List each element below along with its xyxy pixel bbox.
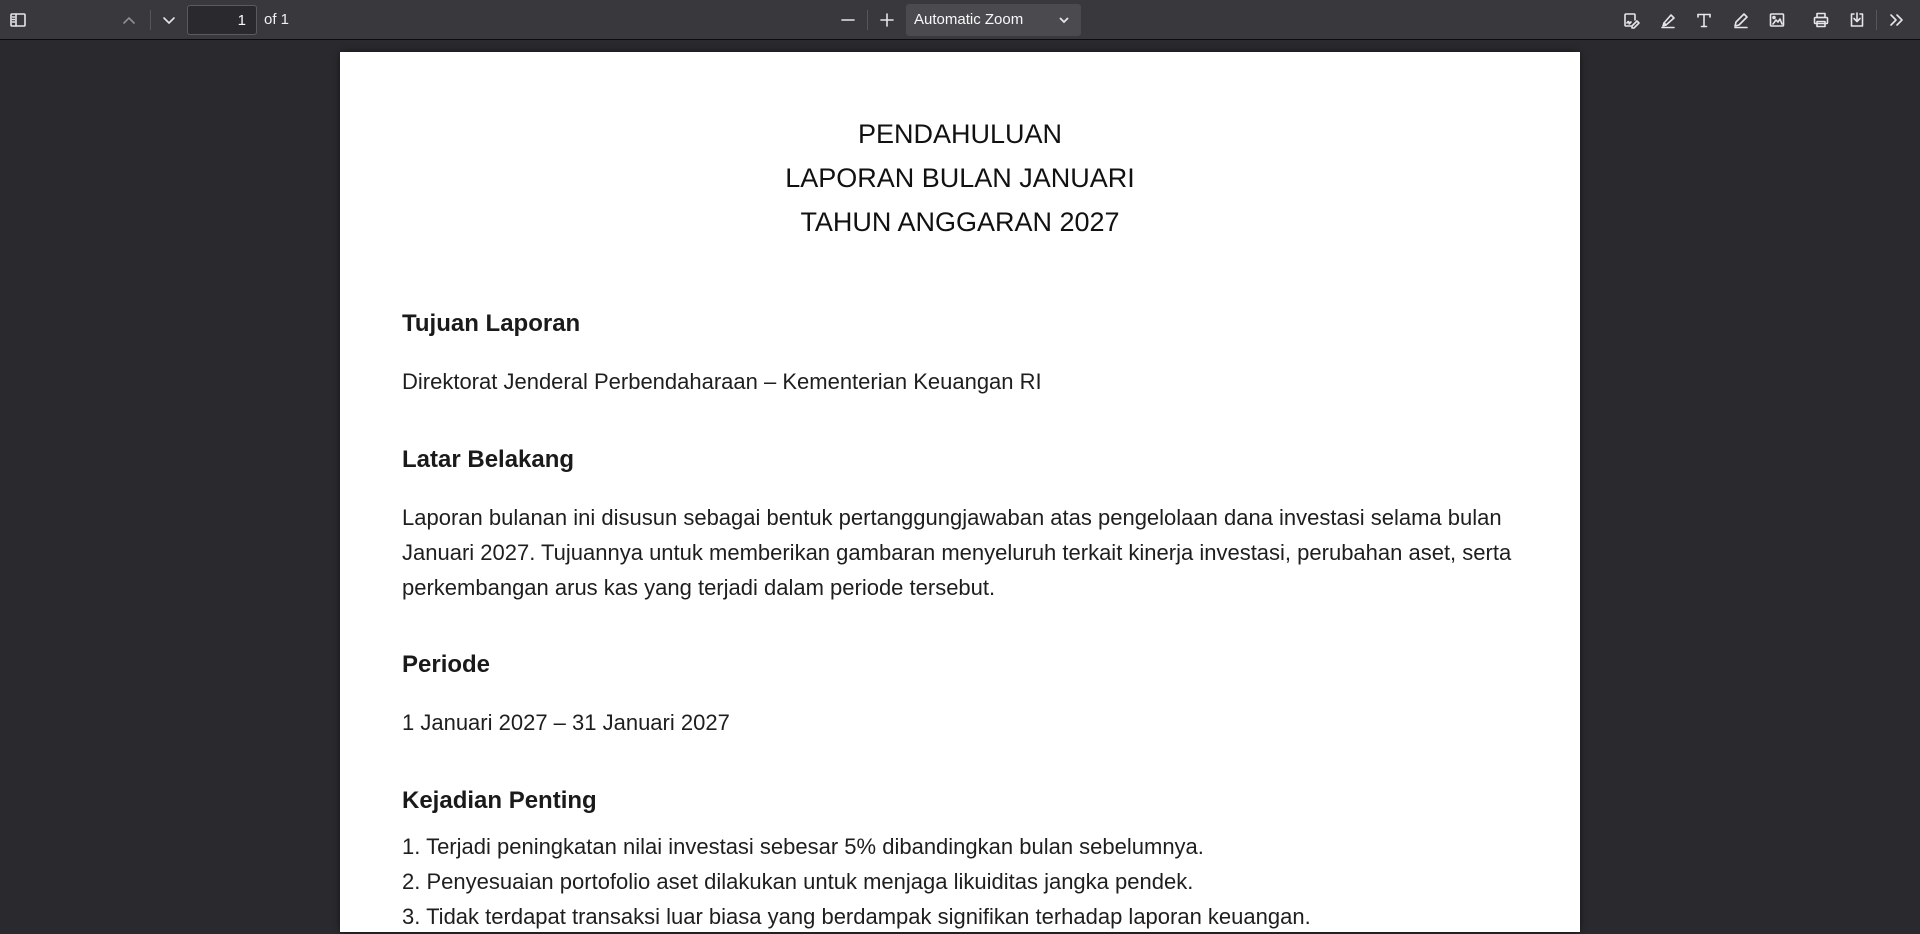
double-chevron-right-icon[interactable]	[1882, 6, 1910, 34]
toolbar-divider	[867, 10, 868, 30]
zoom-select[interactable]	[906, 4, 1081, 36]
text-icon[interactable]	[1690, 6, 1718, 34]
kejadian-list	[402, 829, 1522, 934]
signature-icon[interactable]	[1617, 6, 1645, 34]
section-heading-periode: Periode	[402, 651, 491, 678]
chevron-up-icon[interactable]	[115, 6, 143, 34]
zoom-select-value: Automatic Zoom	[914, 11, 1024, 28]
printer-icon[interactable]	[1807, 6, 1835, 34]
title-line-2: LAPORAN BULAN JANUARI	[785, 163, 1135, 193]
chevron-down-icon	[1057, 13, 1071, 27]
minus-icon[interactable]	[834, 6, 862, 34]
list-item: 2. Penyesuaian portofolio aset dilakukan untuk menjaga likuiditas jangka pendek.	[402, 869, 1194, 894]
title-line-3: TAHUN ANGGARAN 2027	[800, 207, 1120, 237]
pen-icon[interactable]	[1727, 6, 1755, 34]
section-heading-kejadian: Kejadian Penting	[402, 787, 597, 814]
section-heading-latar: Latar Belakang	[402, 446, 575, 473]
section-text-periode: 1 Januari 2027 – 31 Januari 2027	[402, 710, 730, 735]
title-line-1: PENDAHULUAN	[857, 119, 1063, 149]
highlighter-icon[interactable]	[1654, 6, 1682, 34]
list-item: 3. Tidak terdapat transaksi luar biasa yang berdampak signifikan terhadap laporan keuangan.	[402, 904, 1311, 929]
section-text-latar: Laporan bulanan ini disusun sebagai bentuk pertanggungjawaban atas pengelolaan dana investasi selama bulan Januari 2027. Tujuannya untuk memberikan gambaran menyeluruh terkait kinerja investasi, perubahan aset, serta perkembangan arus kas yang terjadi dalam periode tersebut.	[402, 505, 1512, 600]
download-icon[interactable]	[1843, 6, 1871, 34]
section-text-tujuan: Direktorat Jenderal Perbendaharaan – Kementerian Keuangan RI	[402, 369, 1042, 394]
toolbar-divider	[150, 10, 151, 30]
section-heading-tujuan: Tujuan Laporan	[402, 310, 581, 337]
image-icon[interactable]	[1763, 6, 1791, 34]
document-title	[340, 112, 1580, 244]
sidebar-toggle-icon[interactable]	[4, 6, 32, 34]
plus-icon[interactable]	[873, 6, 901, 34]
chevron-down-icon[interactable]	[155, 6, 183, 34]
pdf-page	[340, 52, 1580, 932]
page-count-label: of 1	[264, 11, 290, 28]
toolbar-divider	[1876, 10, 1877, 30]
list-item: 1. Terjadi peningkatan nilai investasi sebesar 5% dibandingkan bulan sebelumnya.	[402, 834, 1204, 859]
pdf-toolbar	[0, 0, 1920, 40]
page-number-input[interactable]	[187, 5, 257, 35]
